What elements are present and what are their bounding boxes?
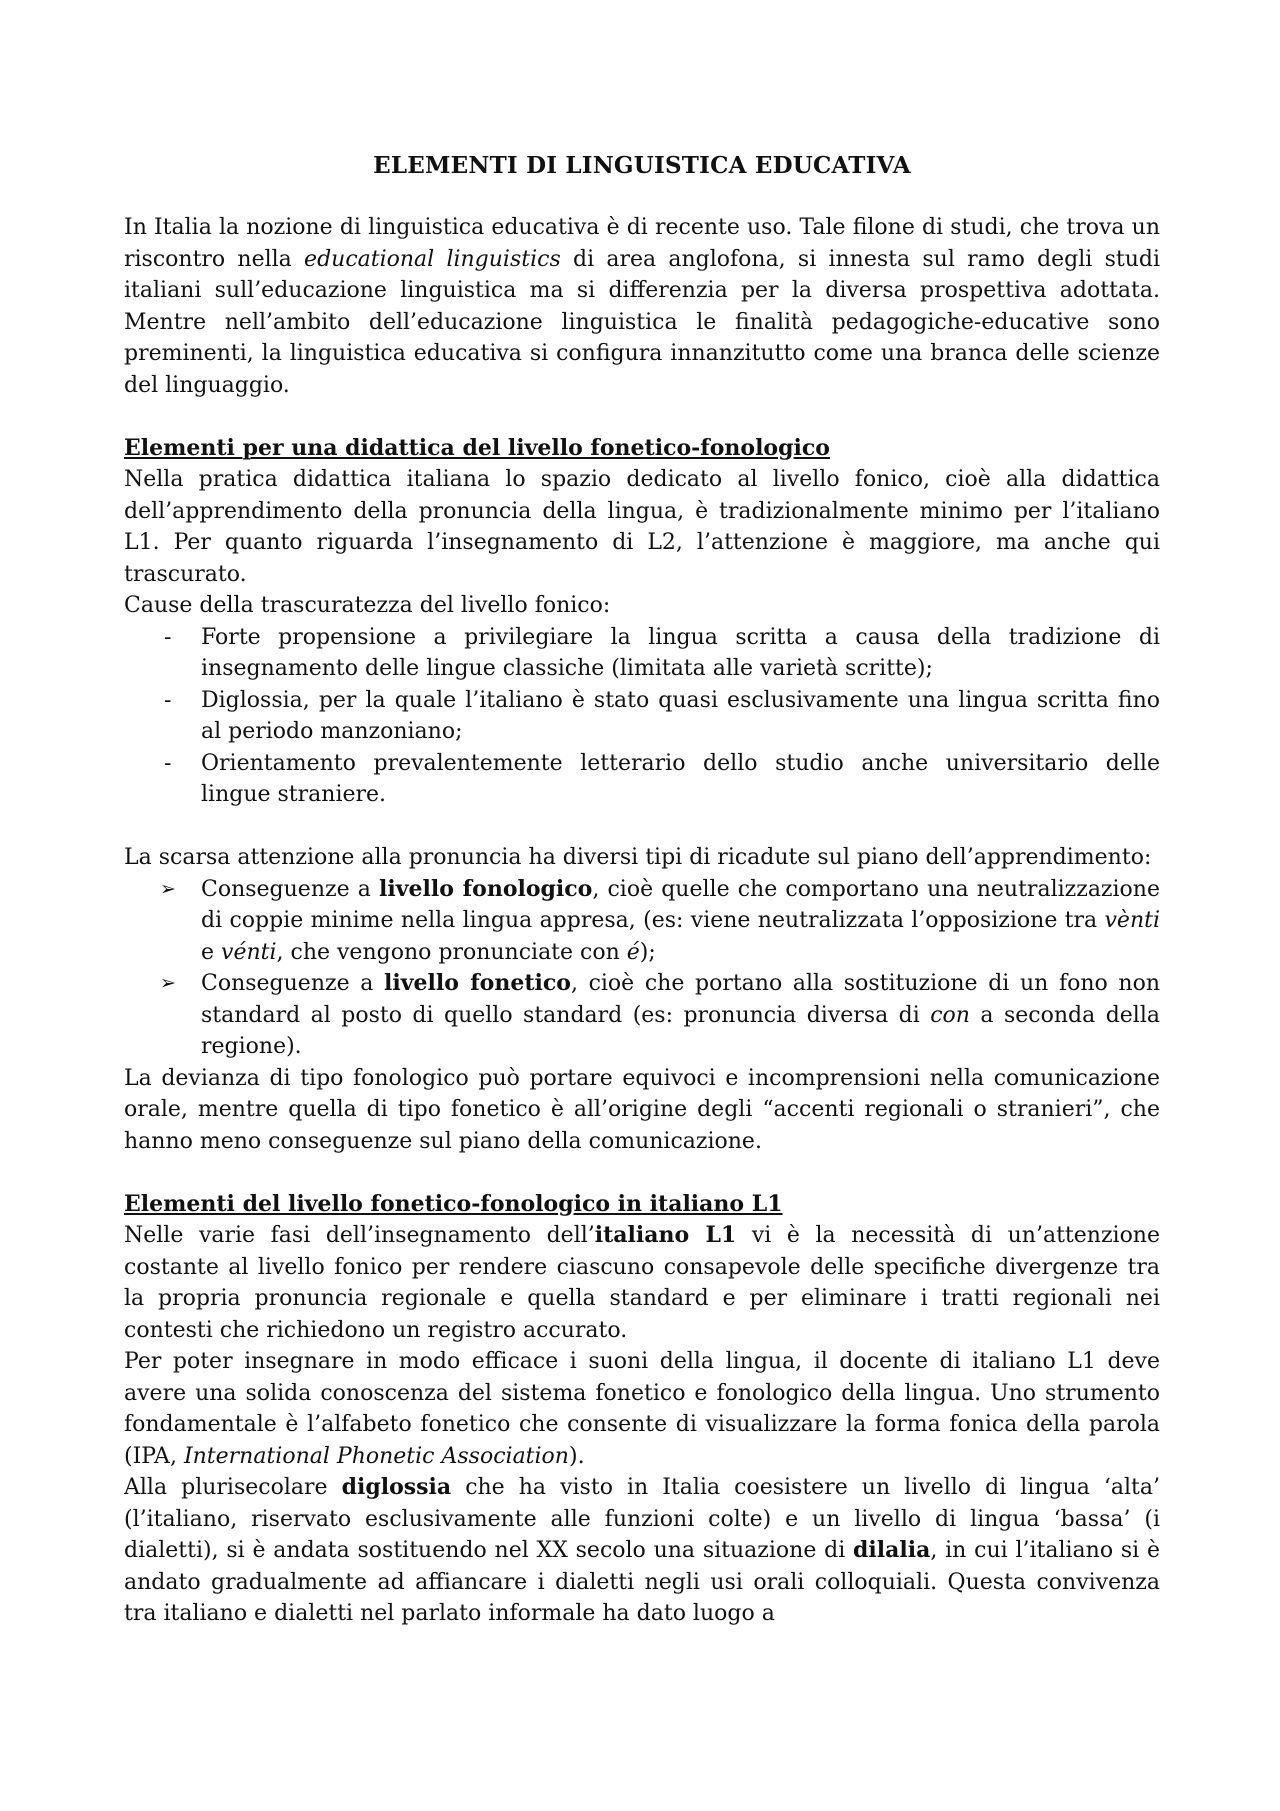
list-item: - Diglossia, per la quale l’italiano è stato quasi esclusivamente una lingua scritta fino al periodo manzoniano; [124,685,1160,748]
causes-label: Cause della trascuratezza del livello fonico: [124,593,611,618]
spacer [124,811,1160,843]
section1-paragraph-2: La scarsa attenzione alla pronuncia ha diversi tipi di ricadute sul piano dell’apprendimento: [124,845,1152,870]
dash-marker: - [164,750,172,776]
section-heading-2: Elementi del livello fonetico-fonologico in italiano L1 [124,1190,783,1217]
page-title: ELEMENTI DI LINGUISTICA EDUCATIVA [373,152,911,179]
spacer [124,401,1160,433]
section2-paragraph-3: Alla plurisecolare diglossia che ha visto in Italia coesistere un livello di lingua ‘alta’ (l’italiano, riservato esclusivamente alle funzioni colte) e un livello di lingua ‘bassa’ (i dialetti), si è andata sostituendo nel XX secolo una situazione di dilalia, in cui l’italiano si è andato gradualmente ad affiancare i dialetti negli usi orali colloquiali. Questa convivenza tra italiano e dialetti nel parlato informale ha dato luogo a [124,1474,1161,1626]
section2-paragraph-1: Nelle varie fasi dell’insegnamento dell’italiano L1 vi è la necessità di un’attenzione costante al livello fonico per rendere ciascuno consapevole delle specifiche divergenze tra la propria pronuncia regionale e quella standard e per eliminare i tratti regionali nei contesti che richiedono un registro accurato. [124,1222,1161,1343]
consequences-list [124,874,1160,1063]
arrow-bullet-icon: ➢ [160,877,176,900]
dash-marker: - [164,687,172,713]
intro-paragraph: In Italia la nozione di linguistica educativa è di recente uso. Tale filone di studi, che trova un riscontro nella educational linguistics di area anglofona, si innesta sul ramo degli studi italiani sull’educazione linguistica ma si differenzia per la diversa prospettiva adottata. Mentre nell’ambito dell’educazione linguistica le finalità pedagogiche-educative sono preminenti, la linguistica educativa si configura innanzitutto come una branca delle scienze del linguaggio. [124,215,1160,398]
arrow-bullet-icon: ➢ [160,972,176,994]
causes-list [124,622,1160,811]
section1-paragraph-1: Nella pratica didattica italiana lo spazio dedicato al livello fonico, cioè alla didattica dell’apprendimento della pronuncia della lingua, è tradizionalmente minimo per l’italiano L1. Per quanto riguarda l’insegnamento di L2, l’attenzione è maggiore, ma anche qui trascurato. [124,467,1160,587]
list-item: ➢ Conseguenze a livello fonetico, cioè che portano alla sostituzione di un fono non standard al posto di quello standard (es: pronuncia diversa di con a seconda della regione). [160,970,1160,1059]
list-item: - Forte propensione a privilegiare la lingua scritta a causa della tradizione di insegnamento delle lingue classiche (limitata alle varietà scritte); [124,622,1160,685]
spacer [124,1157,1160,1189]
document-page [124,150,1160,1630]
list-item: ➢ Conseguenze a livello fonologico, cioè quelle che comportano una neutralizzazione di coppie minime nella lingua appresa, (es: viene neutralizzata l’opposizione tra vènti e vénti, che vengono pronunciate con é); [160,875,1160,965]
dash-marker: - [164,624,172,650]
section-heading-1: Elementi per una didattica del livello fonetico-fonologico [124,434,830,461]
list-item: - Orientamento prevalentemente letterario dello studio anche universitario delle lingue straniere. [124,748,1160,811]
section2-paragraph-2: Per poter insegnare in modo efficace i suoni della lingua, il docente di italiano L1 deve avere una solida conoscenza del sistema fonetico e fonologico della lingua. Uno strumento fondamentale è l’alfabeto fonetico che consente di visualizzare la forma fonica della parola (IPA, International Phonetic Association). [124,1349,1160,1469]
section1-paragraph-3: La devianza di tipo fonologico può portare equivoci e incomprensioni nella comunicazione orale, mentre quella di tipo fonetico è all’origine degli “accenti regionali o stranieri”, che hanno meno conseguenze sul piano della comunicazione. [124,1065,1160,1154]
